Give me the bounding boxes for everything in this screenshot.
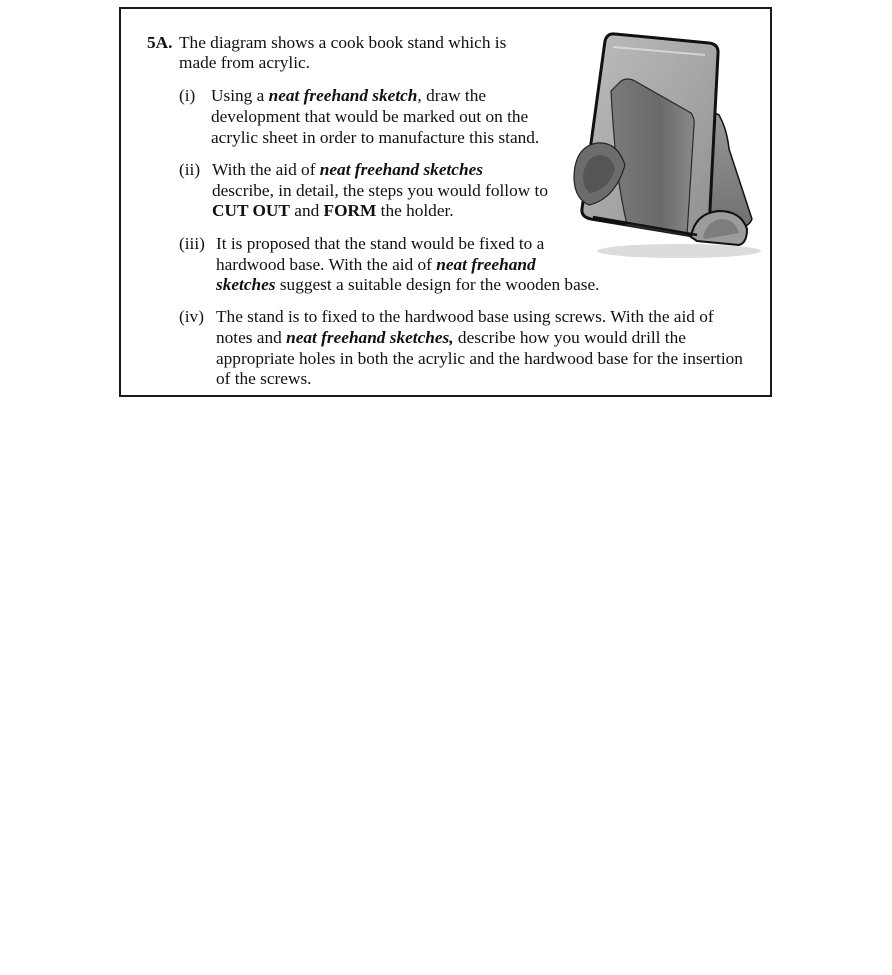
part-iii-line1: It is proposed that the stand would be fixed to a [216, 234, 545, 253]
question-box [119, 7, 772, 397]
part-iv-line2: notes and neat freehand sketches, describe how you would drill the [216, 328, 686, 347]
cook-book-stand-image [569, 29, 765, 261]
part-iv-line4: of the screws. [216, 369, 312, 388]
part-iii-label: (iii) [179, 234, 205, 253]
part-i-line3: acrylic sheet in order to manufacture this stand. [211, 128, 540, 147]
part-ii-line2: describe, in detail, the steps you would follow to [212, 181, 548, 200]
part-ii-emphasis: neat freehand sketches [319, 160, 483, 179]
part-i-label: (i) [179, 86, 196, 105]
part-iii-line3: sketches suggest a suitable design for the wooden base. [216, 275, 600, 294]
question-intro-line1: The diagram shows a cook book stand which is [179, 33, 507, 52]
part-iv-label: (iv) [179, 307, 204, 326]
part-iii-emphasis: neat freehand [436, 255, 536, 274]
part-i-line1: Using a neat freehand sketch, draw the [211, 86, 487, 105]
question-number: 5A. [147, 33, 173, 52]
question-intro-line2: made from acrylic. [179, 53, 310, 72]
part-iii-line2: hardwood base. With the aid of neat freehand [216, 255, 536, 274]
part-ii-line1: With the aid of neat freehand sketches [212, 160, 483, 179]
part-ii-line3: CUT OUT and FORM the holder. [212, 201, 454, 220]
part-i-emphasis: neat freehand sketch [268, 86, 418, 105]
part-iv-emphasis: neat freehand sketches, [286, 328, 454, 347]
part-iv-line1: The stand is to fixed to the hardwood base using screws. With the aid of [216, 307, 714, 326]
part-ii-label: (ii) [179, 160, 201, 179]
part-i-line2: development that would be marked out on the [211, 107, 529, 126]
part-iv-line3: appropriate holes in both the acrylic and the hardwood base for the insertion [216, 349, 743, 368]
